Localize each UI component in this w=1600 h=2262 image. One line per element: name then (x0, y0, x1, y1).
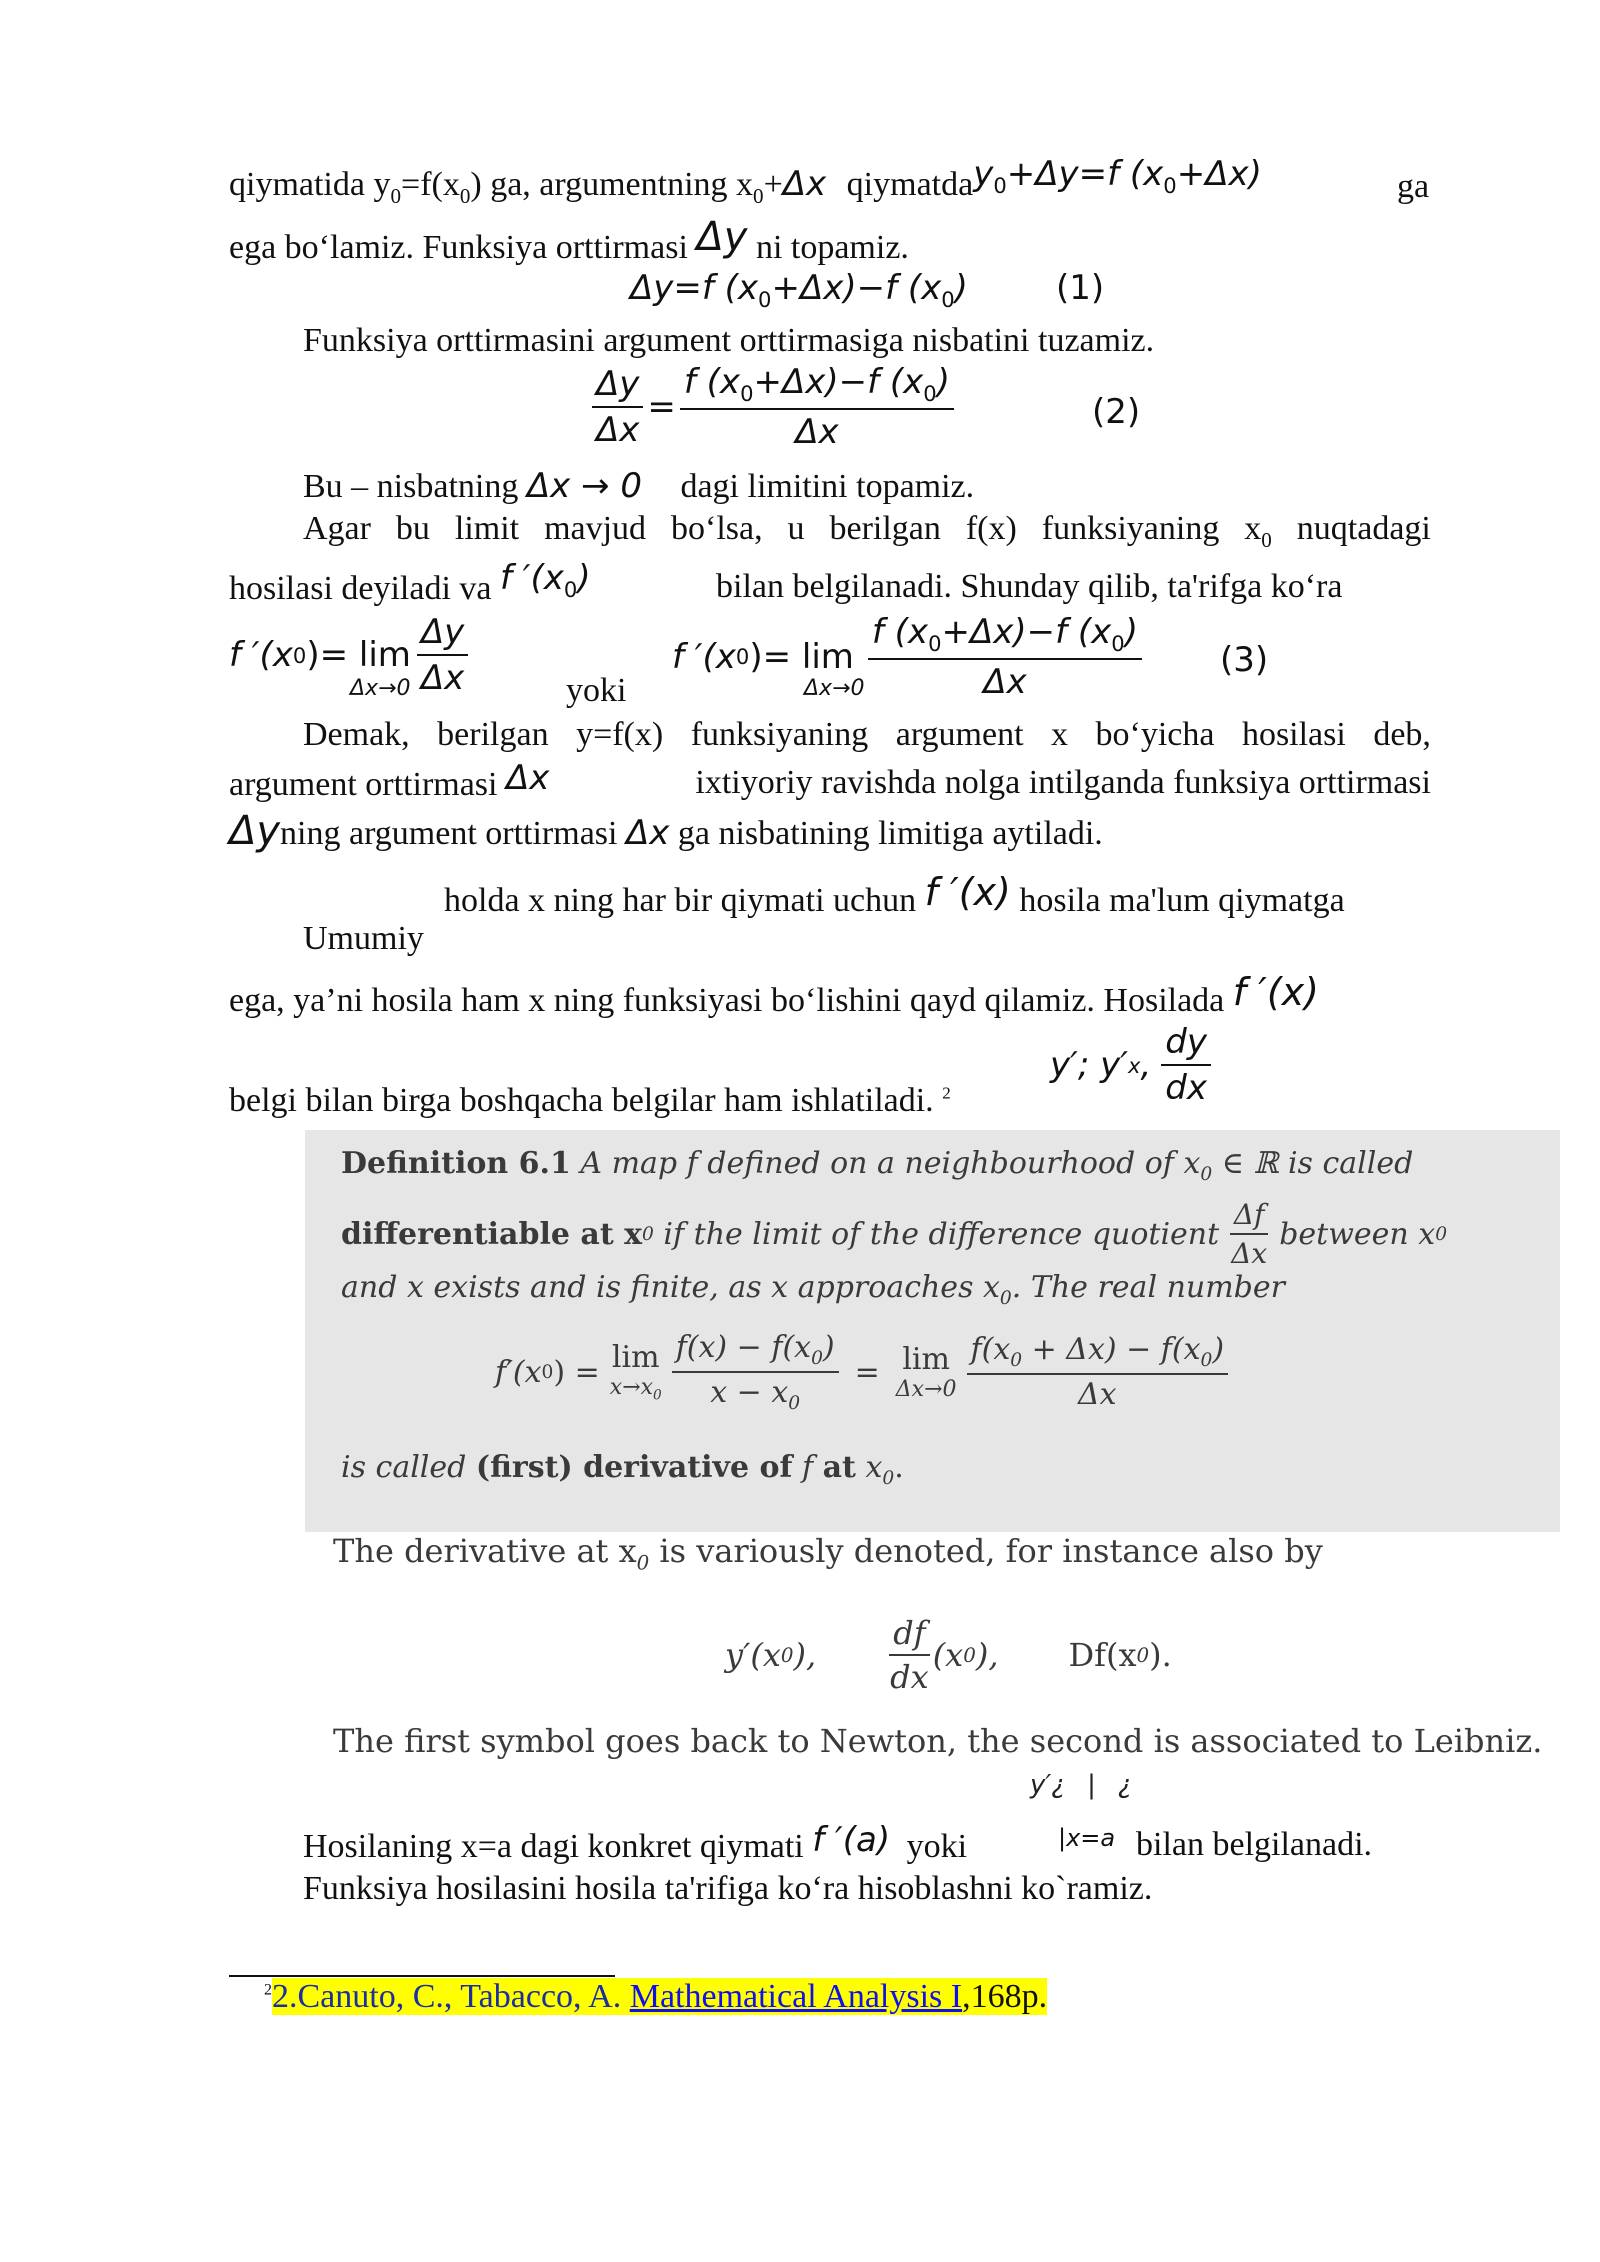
equation-2: $\frac{\Delta y}{\Delta x}$ = $\frac{f (x_0+\Delta x)-f (x_0)}{\Delta x}$ (592, 362, 954, 452)
footnote: $^2$2.Canuto, C., Tabacco, A. Mathematical Analysis I,168p. (264, 1978, 1048, 2015)
definition-line-2: differentiable at x 0 if the limit of the difference quotient $\frac{\Delta f}{\Delta x}$ between x 0 (341, 1198, 1448, 1270)
equation-3-right: f ′(x 0 )= lim $\frac{f (x_0+\Delta x)-f (x_0)}{\Delta x}$ (672, 612, 1142, 702)
equation-3-left-sub: Δx→0 (350, 676, 411, 701)
text-line-1: qiymatida $y_0=f(x_0)$ ga, argumentning $x_0+\Delta x$ qiymatday$_0$+Δy=f $(x_0+\Delta x)$ (229, 154, 1262, 208)
text-line-2: ega bo‘lamiz. Funksiya orttirmasi Δy ni topamiz. (229, 214, 909, 266)
text-line-6-end: bilan belgilanadi. Shunday qilib, ta'rifga ko‘ra (716, 568, 1343, 605)
text-line-5: Agar bu limit mavjud bo‘lsa, u berilgan f(x) funksiyaning $x_0$ nuqtadagi (303, 510, 1431, 552)
umumiy-label: Umumiy (303, 920, 424, 957)
equation-2-number: (2) (1092, 392, 1141, 432)
equation-1: Δy=f $(x_0+\Delta x)-f$ $(x_0)$ (630, 268, 968, 312)
yoki-label: yoki (566, 672, 627, 709)
text-line-3: Funksiya orttirmasini argument orttirmasiga nisbatini tuzamiz. (303, 322, 1155, 359)
footnote-ref: 2 (942, 1083, 951, 1103)
footnote-link[interactable]: Mathematical Analysis I (629, 1978, 963, 2015)
definition-line-1: Definition 6.1 A map f defined on a neighbourhood of $x_0$ ∈ ℝ is called (341, 1146, 1414, 1185)
text-line-10: holda x ning har bir qiymati uchun f ′(x) hosila ma'lum qiymatga (444, 870, 1345, 919)
text-line-13-end: bilan belgilanadi. (1136, 1826, 1373, 1863)
text-line-7: Demak, berilgan y=f(x) funksiyaning argument x bo‘yicha hosilasi deb, (303, 716, 1431, 753)
text-line-8: argument orttirmasi Δx ixtiyoriy ravishda nolga intilganda funksiya orttirmasi (229, 758, 1431, 803)
definition-line-3: and x exists and is finite, as x approaches $x_0$. The real number (341, 1270, 1285, 1309)
equation-3-left: f ′(x 0 )= lim $\frac{\Delta y}{\Delta x}$ (229, 612, 468, 698)
definition-line-5: The derivative at $x_0$ is variously denoted, for instance also by (333, 1532, 1323, 1575)
x-equals-a: |x=a (1058, 1824, 1116, 1852)
definition-image (305, 1130, 1560, 1532)
definition-formula: f′(x 0 ) = lim $x\to x_0$ $\frac{f(x) - f(x_0)}{x - x_0}$ = lim Δx→0 $\frac{f(x_0 + \Delta x) - f(x_0)}{\Delta x}$ (495, 1330, 1228, 1414)
text-line-1-end: ga (1397, 168, 1430, 205)
equation-1-number: (1) (1056, 268, 1105, 308)
footnote-separator (229, 1975, 615, 1977)
derivative-notations: y′; y′ x , $\frac{dy}{dx}$ (1050, 1022, 1211, 1108)
definition-notations: y′(x 0 ), $\frac{df}{dx}$ (x 0 ), Df(x 0 ). (725, 1614, 1172, 1696)
definition-line-4: is called (first) derivative of f at $x_0$. (341, 1450, 904, 1489)
text-line-13: Hosilaning x=a dagi konkret qiymati f ′(a) yoki (303, 1820, 968, 1865)
y-at-a-notation: y′¿ | ¿ (1030, 1770, 1132, 1800)
text-line-14: Funksiya hosilasini hosila ta'rifiga ko‘ra hisoblashni ko`ramiz. (303, 1870, 1153, 1907)
equation-3-number: (3) (1220, 640, 1269, 680)
text-line-9: Δyning argument orttirmasi Δx ga nisbatining limitiga aytiladi. (229, 808, 1103, 854)
text-line-11: ega, ya’ni hosila ham x ning funksiyasi bo‘lishini qayd qilamiz. Hosilada f ′(x) (229, 970, 1319, 1019)
text-line-4: Bu – nisbatning Δx → 0 dagi limitini topamiz. (303, 466, 975, 506)
equation-3-right-sub: Δx→0 (804, 676, 865, 701)
text-line-6: hosilasi deyiladi va f $'(x_0)$ (229, 558, 591, 607)
definition-line-6: The first symbol goes back to Newton, the second is associated to Leibniz. (333, 1722, 1543, 1760)
text-line-12: belgi bilan birga boshqacha belgilar ham ishlatiladi. $^2$ (229, 1082, 951, 1119)
